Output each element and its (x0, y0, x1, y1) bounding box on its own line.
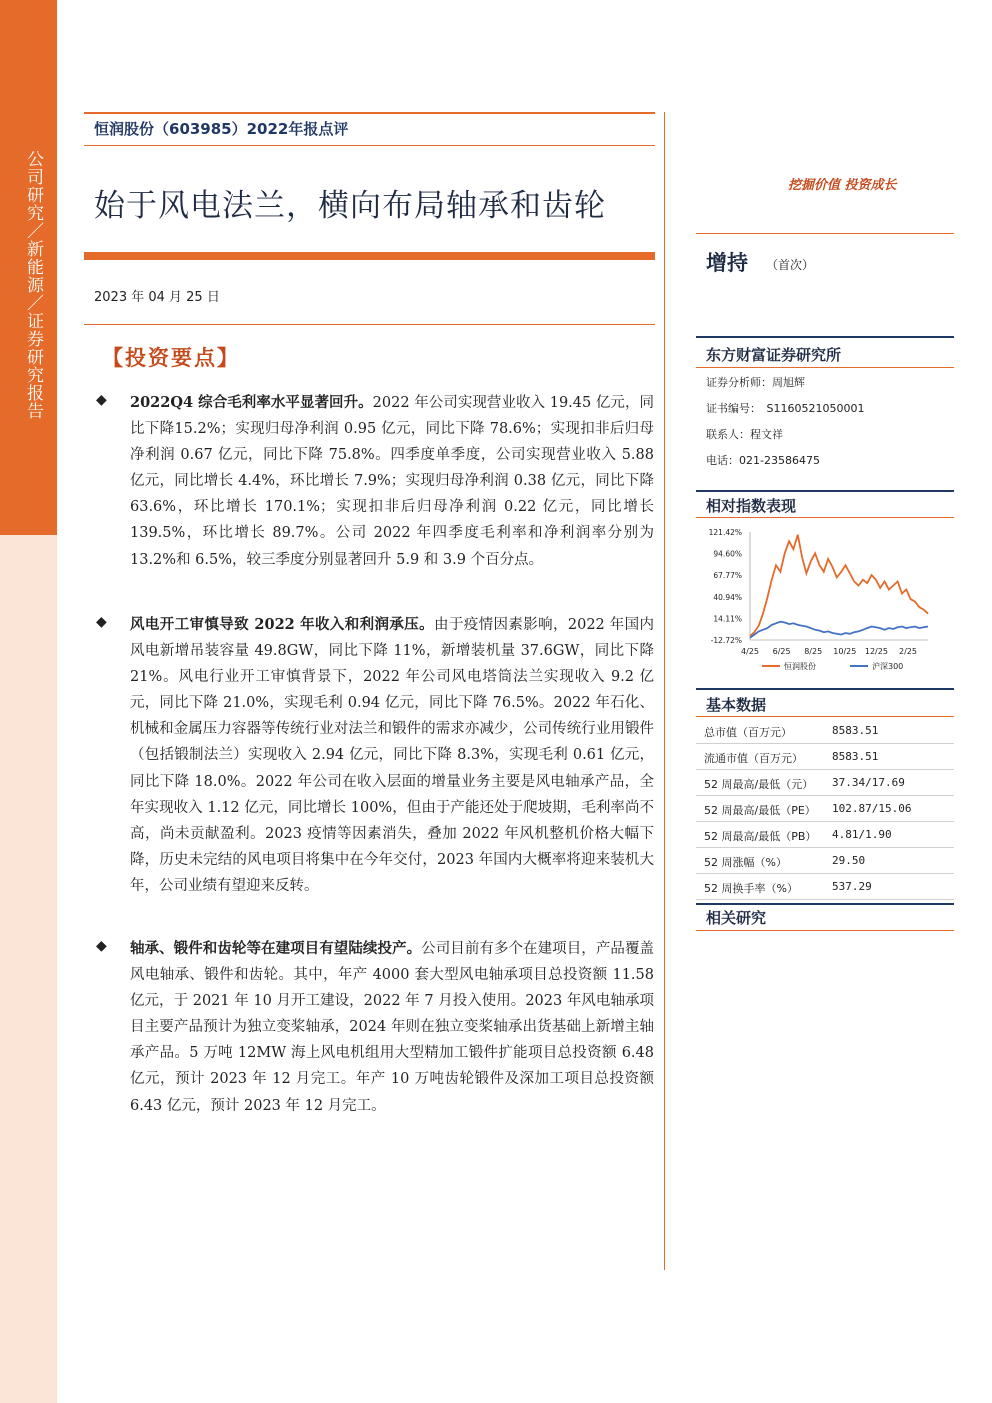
slogan: 挖掘价值 投资成长 (788, 178, 897, 193)
title-underline (84, 252, 655, 260)
basic-data-row (696, 770, 954, 796)
basic-data-value: 4.81/1.90 (832, 828, 892, 841)
right-rule (696, 930, 954, 931)
report-tag: 恒润股份（603985）2022年报点评 (94, 120, 349, 138)
right-rule (696, 490, 954, 492)
basic-data-key: 52 周最高/最低（PB） (704, 830, 817, 843)
page-title: 始于风电法兰，横向布局轴承和齿轮 (94, 188, 606, 224)
right-rule (696, 903, 954, 905)
right-rule (696, 233, 954, 234)
x-tick-label: 10/25 (833, 647, 857, 656)
basic-data-row (696, 744, 954, 770)
paragraph-1 (130, 390, 654, 573)
x-tick-label: 8/25 (804, 647, 823, 656)
column-divider (664, 112, 665, 1270)
cert-number: 证书编号： S1160521050001 (706, 402, 865, 415)
right-rule (696, 517, 954, 518)
basic-data-row (696, 822, 954, 848)
related-research-title: 相关研究 (706, 909, 767, 927)
sidebar-category: 公司研究／新能源／证券研究报告 (23, 150, 43, 420)
x-tick-label: 4/25 (741, 647, 759, 656)
basic-data-title: 基本数据 (706, 696, 767, 714)
paragraph-text: 由于疫情因素影响，2022 年国内风电新增吊装容量 49.8GW，同比下降 11%，新增装机量 37.6GW，同比下降 21%。风电行业开工审慎背景下，2022 年公司风电塔筒法兰实现收入 9.2 亿元，同比下降 21.0%，实现毛利 0.94 亿元，同比下降 76.5%。2022 年石化、机械和金属压力容器等传统行业对法兰和锻件的需求亦减少，公司传统行业用锻件（包括锻制法兰）实现收入 2.94 亿元，同比下降 8.3%，实现毛利 0.61 亿元，同比下降 18.0%。2022 年公司在收入层面的增量业务主要是风电轴承产品，全年实现收入 1.12 亿元，同比增长 100%，但由于产能还处于爬坡期，毛利率尚不高，尚未贡献盈利。2023 疫情等因素消失，叠加 2022 年风机整机价格大幅下降，历史未完结的风电项目将集中在今年交付，2023 年国内大概率将迎来装机大年，公司业绩有望迎来反转。 (130, 617, 655, 894)
bullet-icon: ◆ (96, 392, 107, 408)
relative-index-chart (700, 520, 950, 680)
paragraph-text: 公司目前有多个在建项目，产品覆盖风电轴承、锻件和齿轮。其中，年产 4000 套大型风电轴承项目总投资额 11.58 亿元，于 2021 年 10 月开工建设，2022 年 7 月投入使用。2023 年风电轴承项目主要产品预计为独立变桨轴承，2024 年则在独立变桨轴承出货基础上新增主轴承产品。5 万吨 12MW 海上风电机组用大型精加工锻件扩能项目总投资额 6.48 亿元，预计 2023 年 12 月完工。年产 10 万吨齿轮锻件及深加工项目总投资额 6.43 亿元，预计 2023 年 12 月完工。 (130, 941, 655, 1114)
x-tick-label: 2/25 (899, 647, 917, 656)
rating-note: （首次） (766, 258, 815, 272)
basic-data-key: 52 周涨幅（%） (704, 856, 787, 869)
section-title: 【投资要点】 (102, 346, 240, 370)
x-tick-label: 12/25 (864, 647, 888, 656)
date-divider (84, 324, 655, 325)
paragraph-lead: 风电开工审慎导致 2022 年收入和利润承压。 (130, 616, 435, 633)
basic-data-value: 102.87/15.06 (832, 802, 912, 815)
institute-name: 东方财富证券研究所 (706, 346, 842, 364)
y-tick-label: 94.60% (713, 549, 742, 559)
legend-label: 沪深300 (872, 662, 904, 671)
basic-data-value: 29.50 (832, 854, 866, 867)
basic-data-value: 8583.51 (832, 724, 879, 737)
bullet-icon: ◆ (96, 614, 107, 630)
basic-data-value: 37.34/17.69 (832, 776, 905, 789)
y-tick-label: 14.11% (713, 614, 742, 624)
right-rule (696, 688, 954, 690)
header-top-rule (84, 112, 655, 114)
basic-data-row (696, 874, 954, 900)
right-rule (696, 367, 954, 368)
rating: 增持 (706, 251, 748, 275)
basic-data-key: 总市值（百万元） (704, 726, 792, 739)
bullet-icon: ◆ (96, 938, 107, 954)
basic-data-key: 52 周最高/最低（PE） (704, 804, 816, 817)
paragraph-3 (130, 936, 654, 1119)
legend-label: 恒润股份 (784, 662, 816, 671)
basic-data-value: 8583.51 (832, 750, 879, 763)
y-tick-label: 67.77% (713, 571, 742, 581)
contact: 联系人：程文祥 (706, 428, 783, 441)
basic-data-key: 52 周最高/最低（元） (704, 778, 814, 791)
chart-title: 相对指数表现 (706, 497, 797, 515)
report-date: 2023 年 04 月 25 日 (94, 290, 220, 305)
basic-data-row (696, 796, 954, 822)
phone: 电话：021-23586475 (706, 454, 820, 467)
y-tick-label: -12.72% (710, 636, 742, 645)
analyst: 证券分析师：周旭辉 (706, 376, 805, 389)
x-tick-label: 6/25 (772, 647, 791, 656)
header-sub-rule (84, 145, 655, 146)
paragraph-2 (130, 612, 654, 899)
paragraph-lead: 2022Q4 综合毛利率水平显著回升。 (130, 394, 373, 411)
basic-data-key: 流通市值（百万元） (704, 752, 803, 765)
basic-data-value: 537.29 (832, 880, 872, 893)
series-line-1 (750, 622, 928, 638)
right-rule (696, 716, 954, 717)
paragraph-lead: 轴承、锻件和齿轮等在建项目有望陆续投产。 (130, 940, 422, 957)
basic-data-key: 52 周换手率（%） (704, 882, 798, 895)
basic-data-row (696, 718, 954, 744)
y-tick-label: 40.94% (713, 592, 742, 602)
y-tick-label: 121.42% (708, 528, 742, 537)
paragraph-text: 2022 年公司实现营业收入 19.45 亿元，同比下降15.2%；实现归母净利润 0.95 亿元，同比下降 78.6%；实现扣非后归母净利润 0.67 亿元，同比下降 75.8%。四季度单季度，公司实现营业收入 5.88 亿元，同比增长 4.4%，环比增长 7.9%；实现归母净利润 0.38 亿元，同比下降 63.6%，环比增长 170.1%；实现扣非后归母净利润 0.22 亿元，同比增长 139.5%，环比增长 89.7%。公司 2022 年四季度毛利率和净利润率分别为 13.2%和 6.5%，较三季度分别显著回升 5.9 和 3.9 个百分点。 (130, 395, 654, 568)
basic-data-row (696, 848, 954, 874)
right-rule (696, 336, 954, 338)
series-line-0 (750, 535, 928, 636)
